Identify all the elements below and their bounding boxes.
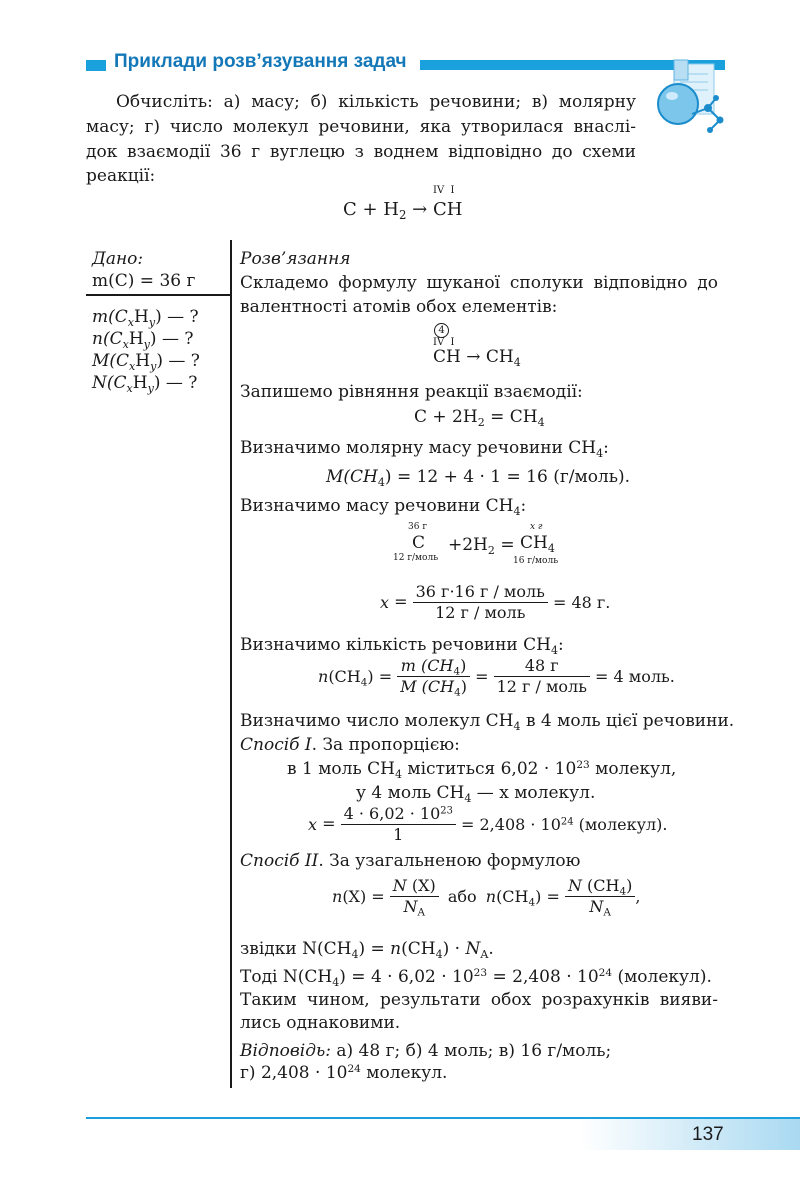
way-2-rest: . За узагальненою формулою <box>318 851 581 871</box>
n-num-1: m (CH <box>400 656 454 675</box>
find-number-label: N(C <box>92 373 127 393</box>
solution-p6-rest: в 4 моль цієї речовини. <box>520 711 735 731</box>
intro-line-2: масу; г) число молекул речовини, яка утворилася внаслі- <box>86 117 636 137</box>
solution-p3: Визначимо молярну масу речовини $CH_4$: <box>240 438 609 460</box>
way-2 <box>240 848 580 874</box>
mass-top-ch4: x г <box>530 522 543 532</box>
flask-icon <box>648 58 728 136</box>
n-fraction-1: $\frac{m (CH_4)}{M (CH_4)}$ <box>397 656 470 697</box>
prop-1-a: в 1 моль CH <box>287 759 395 779</box>
mass-ch4: $CH_4$ <box>520 533 555 555</box>
n-equation: $n(CH_4)$ = $\frac{m (CH_4)}{M (CH_4)}$ = $\frac{48 г}{\text{12 г / моль}}$ = 4 моль. <box>318 656 675 699</box>
solution-p5-text: Визначимо кількість речовини CH <box>240 635 551 655</box>
solution-p4-text: Визначимо масу речовини CH <box>240 496 514 516</box>
x-result: = 48 г. <box>552 593 611 612</box>
xp-fraction: $\frac{4 \cdot 6,02 \cdot 10^{23}}{1}$ <box>341 804 456 845</box>
molar-mass-rhs: ) = 12 + 4 · 1 = 16 (г/моль). <box>384 467 631 487</box>
mass-c: C <box>412 533 426 553</box>
general-fraction-2: $\frac{N (CH_4)}{N_A}$ <box>565 876 635 917</box>
proportion-1: в 1 моль $CH_4$ міститься $6,02 \cdot 10^{23}$ молекул, <box>287 759 677 781</box>
mass-top-c: 36 г <box>408 522 428 532</box>
way-1-label: Спосіб I <box>240 735 312 755</box>
scheme-equation: $C + H_2$ → CH <box>343 199 463 223</box>
p8-c: = 2,408 · 10 <box>487 967 599 987</box>
find-molar-label: M(C <box>92 351 130 371</box>
solution-p6-text: Визначимо число молекул CH <box>240 711 514 731</box>
n-num-2: 48 г <box>494 656 590 677</box>
x-equation: x = $\frac{\text{36 г·16 г / моль}}{\text{12 г / моль}}$ = 48 г. <box>380 582 611 622</box>
find-number-q: ) — ? <box>153 373 198 393</box>
n-fraction-2 <box>494 656 590 697</box>
x-proportion-equation: x = $\frac{4 \cdot 6,02 \cdot 10^{23}}{1}$ = $2,408 \cdot 10^{24}$ (молекул). <box>308 804 668 844</box>
intro-line-4: реакції: <box>86 166 156 186</box>
answer-text-2: г) 2,408 · 10 <box>240 1063 348 1083</box>
general-or: або <box>447 887 477 906</box>
mass-bot-c: 12 г/моль <box>393 553 439 563</box>
page-number: 137 <box>692 1124 724 1145</box>
footer-gradient <box>580 1119 800 1150</box>
find-molar-q: ) — ? <box>156 351 200 371</box>
p8-a: Тоді N(CH <box>240 967 333 987</box>
find-mass-label: m(C <box>92 307 128 327</box>
reaction-lhs: C + 2H <box>414 407 478 427</box>
xp-denominator: 1 <box>393 825 404 844</box>
solution-p7-text: звідки N(CH <box>240 939 352 959</box>
answer-text-2-end: молекул. <box>360 1063 448 1083</box>
xp-unit: (молекул). <box>573 815 668 834</box>
solution-p7: звідки $N(CH_4) = n(CH_4) \cdot N_A$. <box>240 939 494 961</box>
solution-p2: Запишемо рівняння реакції взаємодії: <box>240 382 583 402</box>
prop-1-b: міститься 6,02 · 10 <box>401 759 577 779</box>
solution-p9-line2: лись однаковими. <box>240 1013 401 1033</box>
solution-p9-line1: Таким чином, результати обох розрахунків вияви- <box>240 990 718 1010</box>
solution-p8: Тоді $N(CH_4) = 4 \cdot 6,02 \cdot 10^{23} = 2,408 \cdot 10^{24}$ (молекул). <box>240 967 712 989</box>
find-mass: $m(C_xH_y)$ — ? <box>92 307 199 329</box>
xp-numerator: 4 · 6,02 · 10 <box>343 804 441 823</box>
given-label: Дано: <box>92 249 144 269</box>
p8-b: ) = 4 · 6,02 · 10 <box>339 967 474 987</box>
solution-label: Розв’язання <box>240 249 351 269</box>
valence-2: IV I <box>433 337 455 348</box>
intro-line-3: док взаємодії 36 г вуглецю з воднем відповідно до схеми <box>86 142 636 162</box>
intro-line-1: Обчисліть: а) масу; б) кількість речовини; в) молярну <box>116 92 636 112</box>
prop-1-c: молекул, <box>589 759 677 779</box>
general-formula: n(X) = $\frac{N (X)}{N_A}$ або $n(CH_4)$ = $\frac{N (CH_4)}{N_A}$ , <box>332 876 641 919</box>
x-fraction <box>413 582 548 623</box>
find-amount-q: ) — ? <box>149 329 194 349</box>
section-title: Приклади розв’язування задач <box>114 51 407 72</box>
given-mass: m(C) = 36 г <box>92 271 196 291</box>
molar-mass-lhs: M(CH <box>326 467 378 487</box>
solution-p4: Визначимо масу речовини $CH_4$: <box>240 496 527 518</box>
footer-line <box>86 1117 800 1119</box>
general-fraction-1: $\frac{N (X)}{N_A}$ <box>390 876 439 917</box>
solution-p1-line1: Складемо формулу шуканої сполуки відповідно до <box>240 273 718 293</box>
valence-circle: 4 <box>434 323 449 338</box>
formula-ch4: CH → $CH_4$ <box>433 347 521 369</box>
x-numerator: 36 г·16 г / моль <box>413 582 548 603</box>
scheme-lhs: C + H <box>343 199 399 220</box>
p8-d: (молекул). <box>612 967 712 987</box>
way-1-rest: . За пропорцією: <box>311 735 460 755</box>
find-amount: $n(C_xH_y)$ — ? <box>92 329 194 351</box>
solution-p1-line2: валентності атомів обох елементів: <box>240 297 558 317</box>
n-den-1: M (CH <box>400 677 455 696</box>
answer-label: Відповідь: <box>240 1041 331 1061</box>
proportion-2: у 4 моль $CH_4$ — x молекул. <box>356 783 596 805</box>
given-divider <box>86 294 230 296</box>
mass-plus-h2: $+2H_2$ = <box>448 535 515 557</box>
way-1 <box>240 732 460 758</box>
solution-p6: Визначимо число молекул $CH_4$ в 4 моль цієї речовини. <box>240 711 735 733</box>
find-mass-q: ) — ? <box>155 307 199 327</box>
reaction-equation: $C + 2H_2 = CH_4$ <box>414 407 545 429</box>
xp-result: = 2,408 · 10 <box>461 815 561 834</box>
prop-2-a: у 4 моль CH <box>356 783 465 803</box>
way-2-label: Спосіб II <box>240 851 319 871</box>
n-result: = 4 моль. <box>595 667 675 686</box>
answer-line-2: г) $2,408 \cdot 10^{24}$ молекул. <box>240 1063 448 1083</box>
molar-mass-equation: $M(CH_4) = 12 + 4 \cdot 1 = 16$ (г/моль). <box>326 467 631 489</box>
scheme-rhs: CH <box>432 199 463 220</box>
find-amount-label: n(C <box>92 329 123 349</box>
find-molar: $M(C_xH_y)$ — ? <box>92 351 200 373</box>
prop-2-b: — x молекул. <box>471 783 596 803</box>
find-number: $N(C_xH_y)$ — ? <box>92 373 198 395</box>
x-denominator: 12 г / моль <box>435 603 526 622</box>
solution-p5: Визначимо кількість речовини $CH_4$: <box>240 635 564 657</box>
header-square <box>86 60 106 71</box>
vertical-divider <box>230 240 232 1088</box>
n-den-2: 12 г / моль <box>496 677 587 696</box>
solution-p3-text: Визначимо молярну масу речовини CH <box>240 438 597 458</box>
scheme-valence: IV I <box>433 185 455 196</box>
mass-bot-ch4: 16 г/моль <box>513 556 559 566</box>
answer-text-1: а) 48 г; б) 4 моль; в) 16 г/моль; <box>330 1041 612 1061</box>
